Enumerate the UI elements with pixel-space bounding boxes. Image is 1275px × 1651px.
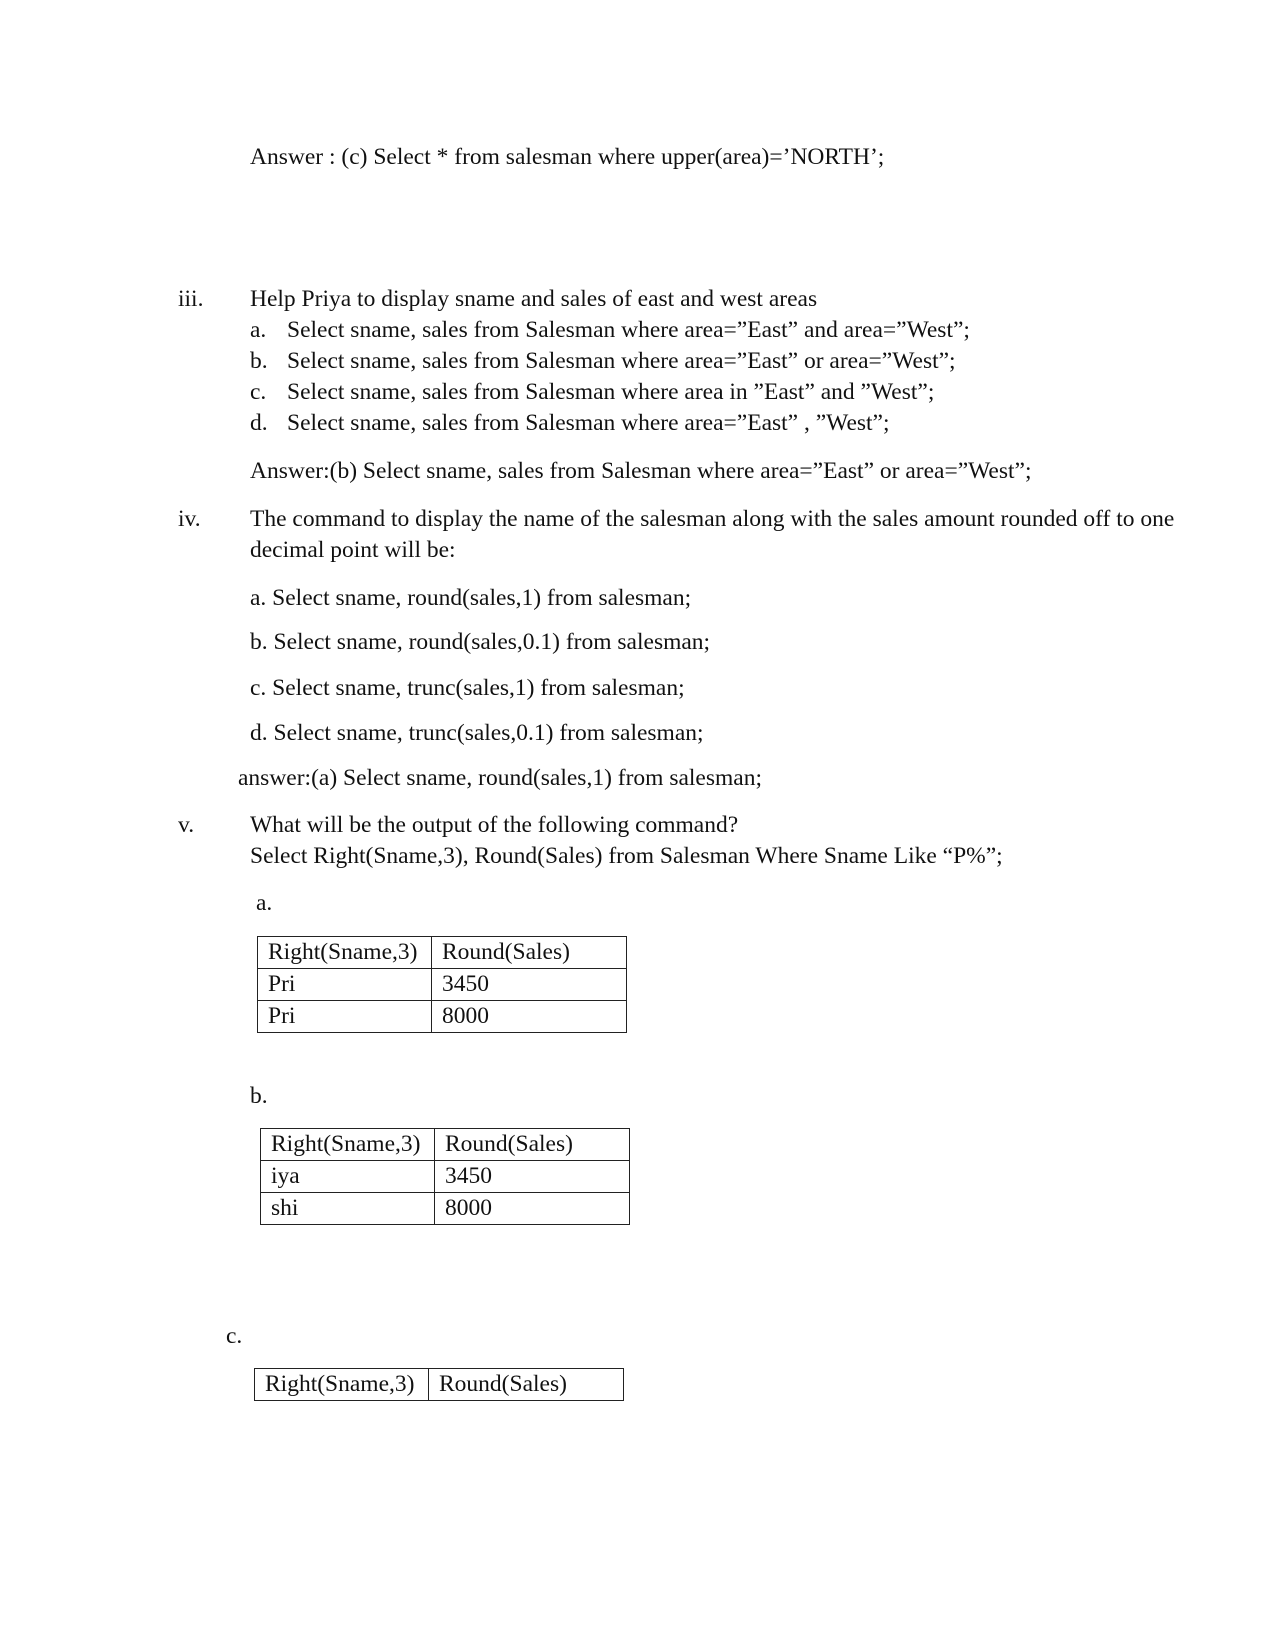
table-cell: Right(Sname,3) [258, 937, 432, 969]
table-row [258, 1001, 627, 1033]
table-row [261, 1193, 630, 1225]
option-text: Select sname, sales from Salesman where area=”East” , ”West”; [287, 410, 890, 436]
option-letter: b. [250, 348, 268, 374]
table-cell: 3450 [432, 969, 627, 1001]
question-iv-line1: The command to display the name of the salesman along with the sales amount rounded off to one [250, 506, 1175, 532]
question-number-v: v. [178, 812, 195, 838]
table-header-row [258, 937, 627, 969]
option-letter: a. [250, 317, 267, 343]
option-v-b-label: b. [250, 1083, 268, 1109]
answer-c-text: Answer : (c) Select * from salesman where upper(area)=’NORTH’; [250, 144, 885, 170]
table-cell: Right(Sname,3) [261, 1129, 435, 1161]
option-iii-d [250, 409, 890, 437]
option-iii-b [250, 347, 956, 375]
table-header-row [255, 1369, 624, 1401]
table-cell: iya [261, 1161, 435, 1193]
table-cell: Round(Sales) [435, 1129, 630, 1161]
table-cell: 8000 [435, 1193, 630, 1225]
option-v-a-table [257, 936, 627, 1033]
table-cell: 3450 [435, 1161, 630, 1193]
option-iv-c: c. Select sname, trunc(sales,1) from salesman; [250, 675, 685, 701]
table-cell: shi [261, 1193, 435, 1225]
table-cell: 8000 [432, 1001, 627, 1033]
table-cell: Right(Sname,3) [255, 1369, 429, 1401]
table-cell: Round(Sales) [429, 1369, 624, 1401]
option-letter: d. [250, 410, 268, 436]
table-cell: Round(Sales) [432, 937, 627, 969]
question-number-iii: iii. [178, 286, 204, 312]
option-letter: c. [250, 379, 267, 405]
option-iv-b: b. Select sname, round(sales,0.1) from salesman; [250, 629, 711, 655]
table-cell: Pri [258, 1001, 432, 1033]
option-v-a-label: a. [256, 890, 273, 916]
option-iii-a [250, 316, 970, 344]
question-iv-line2: decimal point will be: [250, 537, 456, 563]
option-v-c-label: c. [226, 1323, 243, 1349]
option-iii-c [250, 378, 934, 406]
option-text: Select sname, sales from Salesman where area in ”East” and ”West”; [287, 379, 935, 405]
answer-iv-text: answer:(a) Select sname, round(sales,1) from salesman; [238, 765, 762, 791]
question-iii-text: Help Priya to display sname and sales of east and west areas [250, 286, 818, 312]
question-v-line2: Select Right(Sname,3), Round(Sales) from Salesman Where Sname Like “P%”; [250, 843, 1003, 869]
table-row [261, 1161, 630, 1193]
table-header-row [261, 1129, 630, 1161]
option-v-b-table [260, 1128, 630, 1225]
option-text: Select sname, sales from Salesman where area=”East” or area=”West”; [287, 348, 956, 374]
option-iv-a: a. Select sname, round(sales,1) from salesman; [250, 585, 692, 611]
option-v-c-table [254, 1368, 624, 1401]
answer-iii-text: Answer:(b) Select sname, sales from Salesman where area=”East” or area=”West”; [250, 458, 1032, 484]
question-number-iv: iv. [178, 506, 201, 532]
question-v-line1: What will be the output of the following command? [250, 812, 739, 838]
table-row [258, 969, 627, 1001]
option-text: Select sname, sales from Salesman where area=”East” and area=”West”; [287, 317, 970, 343]
option-iv-d: d. Select sname, trunc(sales,0.1) from salesman; [250, 720, 704, 746]
table-cell: Pri [258, 969, 432, 1001]
